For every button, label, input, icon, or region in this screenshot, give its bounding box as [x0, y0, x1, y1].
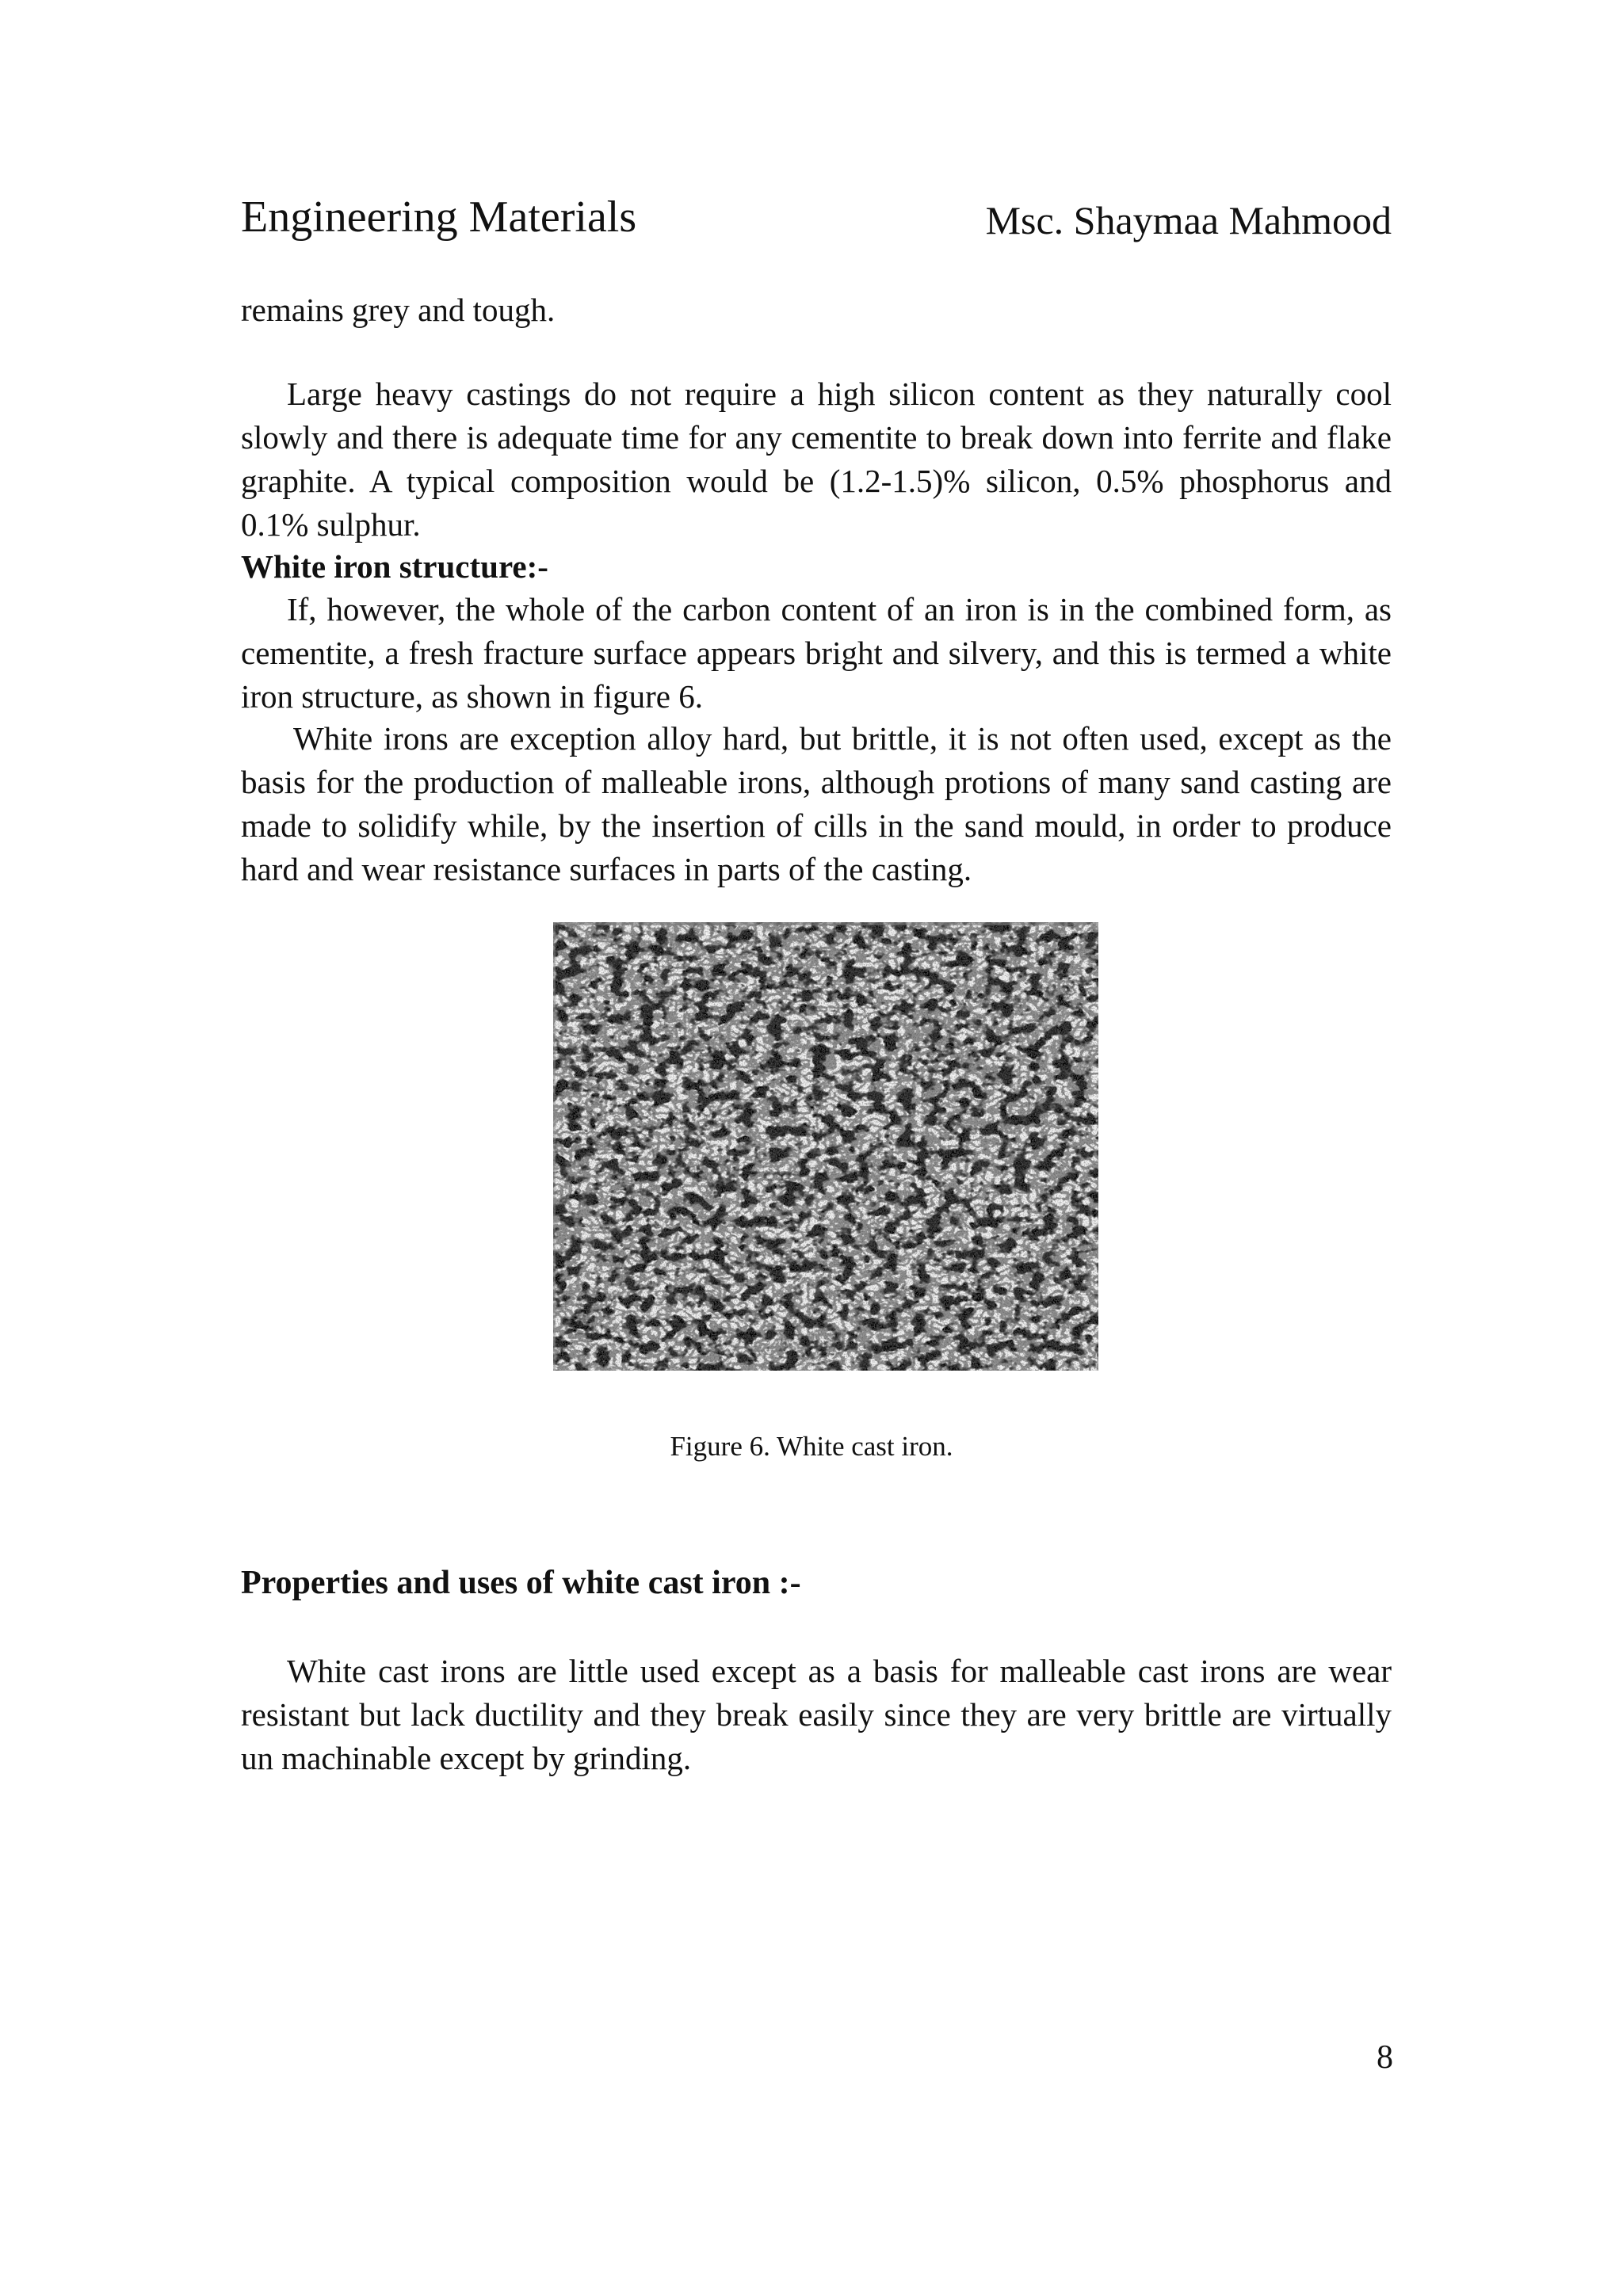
white-cast-iron-micrograph — [553, 922, 1098, 1371]
white-irons-use-paragraph: White irons are exception alloy hard, but brittle, it is not often used, except as the basis for the production of malleable irons, although protions of many sand casting are made to solidify while, by the insertion of cills in the sand mould, in order to produce hard and wear resistance surfaces in parts of the casting. — [241, 720, 1392, 887]
figure-caption: Figure 6. White cast iron. — [670, 1431, 953, 1462]
continued-paragraph: remains grey and tough. — [241, 292, 556, 328]
properties-heading: Properties and uses of white cast iron :- — [241, 1565, 801, 1601]
white-iron-heading: White iron structure:- — [241, 548, 548, 585]
page-number: 8 — [1377, 2039, 1393, 2076]
course-title: Engineering Materials — [241, 193, 637, 242]
properties-paragraph: White cast irons are little used except as a basis for malleable cast irons are wear resistant but lack ductility and they break easily since they are very brittle are virtually un machinable except by grinding. — [241, 1653, 1392, 1776]
large-castings-paragraph: Large heavy castings do not require a high silicon content as they naturally cool slowly and there is adequate time for any cementite to break down into ferrite and flake graphite. A typical composition would be (1.2-1.5)% silicon, 0.5% phosphorus and 0.1% sulphur. — [241, 376, 1392, 543]
author-name: Msc. Shaymaa Mahmood — [985, 198, 1392, 242]
white-iron-intro-paragraph: If, however, the whole of the carbon content of an iron is in the combined form, as cementite, a fresh fracture surface appears bright and silvery, and this is termed a white iron structure, as shown in figure 6. — [241, 591, 1392, 715]
